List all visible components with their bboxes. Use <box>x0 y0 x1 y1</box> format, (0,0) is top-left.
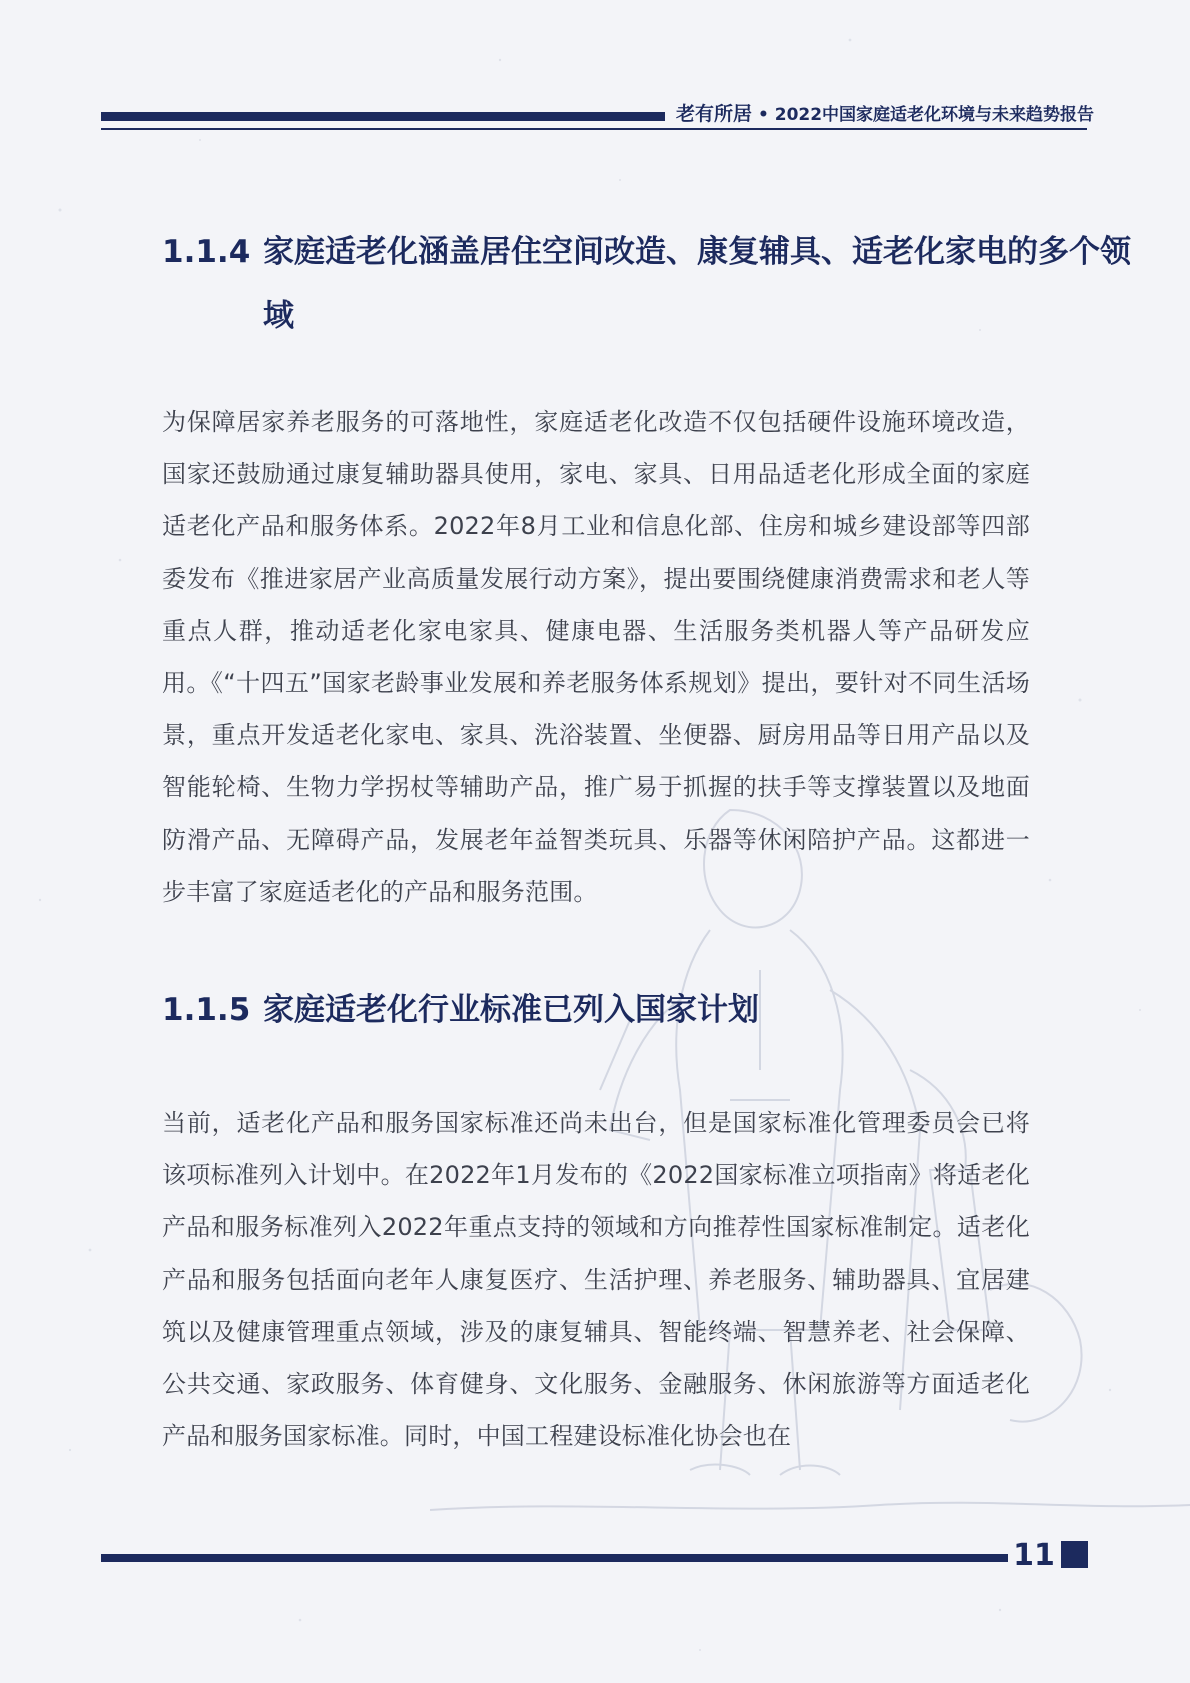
section-paragraph-1-1-4: 为保障居家养老服务的可落地性，家庭适老化改造不仅包括硬件设施环境改造，国家还鼓励通过康复辅助器具使用，家电、家具、日用品适老化形成全面的家庭适老化产品和服务体系。2022年8月工业和信息化部、住房和城乡建设部等四部委发布《推进家居产业高质量发展行动方案》，提出要围绕健康消费需求和老人等重点人群，推动适老化家电家具、健康电器、生活服务类机器人等产品研发应用。《“十四五”国家老龄事业发展和养老服务体系规划》提出，要针对不同生活场景，重点开发适老化家电、家具、洗浴装置、坐便器、厨房用品等日用产品以及智能轮椅、生物力学拐杖等辅助产品，推广易于抓握的扶手等支撑装置以及地面防滑产品、无障碍产品，发展老年益智类玩具、乐器等休闲陪护产品。这都进一步丰富了家庭适老化的产品和服务范围。 <box>162 408 1030 906</box>
header-bar <box>101 112 665 121</box>
footer-square-marker <box>1061 1541 1088 1568</box>
section-number: 1.1.4 <box>162 234 251 270</box>
brand-name: 老有所居 <box>676 103 753 125</box>
section-title: 家庭适老化行业标准已列入国家计划 <box>263 992 759 1028</box>
footer-rule <box>101 1554 1008 1562</box>
section-heading-1-1-5 <box>162 978 1152 1042</box>
running-header <box>676 101 1095 127</box>
section-heading-1-1-4 <box>162 220 1152 348</box>
section-number: 1.1.5 <box>162 992 251 1028</box>
section-paragraph-1-1-5: 当前，适老化产品和服务国家标准还尚未出台，但是国家标准化管理委员会已将该项标准列入计划中。在2022年1月发布的《2022国家标准立项指南》将适老化产品和服务标准列入2022年重点支持的领域和方向推荐性国家标准制定。适老化产品和服务包括面向老年人康复医疗、生活护理、养老服务、辅助器具、宜居建筑以及健康管理重点领域，涉及的康复辅具、智能终端、智慧养老、社会保障、公共交通、家政服务、体育健身、文化服务、金融服务、休闲旅游等方面适老化产品和服务国家标准。同时，中国工程建设标准化协会也在 <box>162 1109 1030 1451</box>
page-number: 11 <box>1013 1538 1055 1573</box>
section-title: 家庭适老化涵盖居住空间改造、康复辅具、适老化家电的多个领域 <box>263 234 1131 334</box>
header-rule <box>101 128 1087 130</box>
report-title: 2022中国家庭适老化环境与未来趋势报告 <box>774 105 1095 125</box>
header-separator: • <box>757 105 769 125</box>
